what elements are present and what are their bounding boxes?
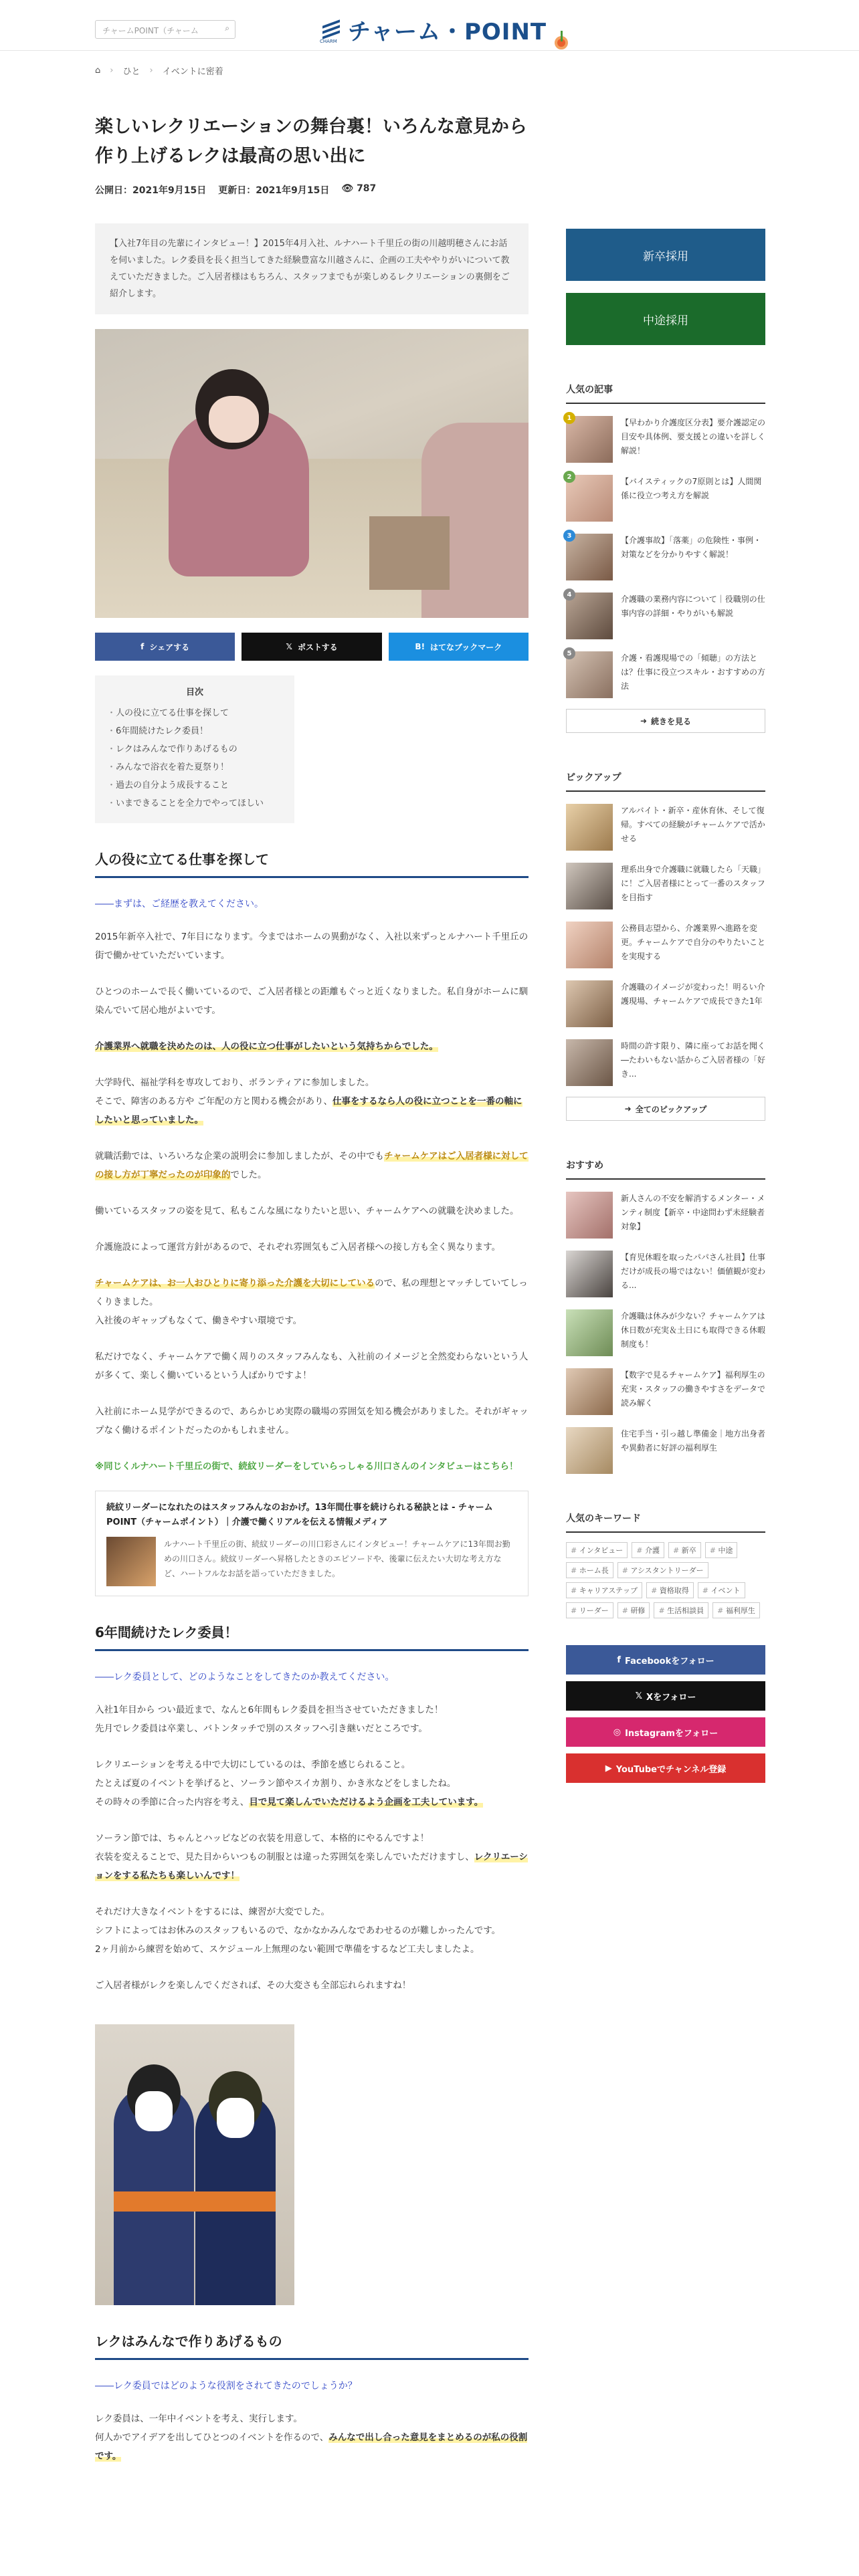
table-of-contents [95, 675, 294, 823]
popular-title: 人気の記事 [566, 383, 765, 404]
related-link[interactable]: ※同じくルナハート千里丘の街で、続紋リーダーをしていらっしゃる川口さんのインタビューはこちら！ [95, 1461, 518, 1472]
pickup-item-title[interactable]: 介護職のイメージが変わった！明るい介護現場、チャームケアで成長できた1年 [621, 982, 765, 1006]
facebook-share-button[interactable] [95, 633, 235, 661]
pickup-thumbnail[interactable] [566, 863, 613, 909]
popular-item[interactable] [566, 475, 765, 522]
recommend-item[interactable] [566, 1309, 765, 1356]
eye-icon: 👁 [341, 183, 357, 194]
instagram-icon: ◎ [613, 1727, 622, 1737]
breadcrumb-item[interactable]: イベントに密着 [162, 67, 223, 77]
paragraph-line: 大学時代、福祉学科を専攻しており、ボランティアに参加しました。 [95, 1077, 375, 1088]
paragraph: 入社前にホーム見学ができるので、あらかじめ実際の職場の雰囲気を知る機会がありました。それがギャップなく働けるポイントだったのかもしれません。 [95, 1406, 529, 1436]
popular-item-title[interactable]: 【介護事故】「落薬」の危険性・事例・対策などを分かりやすく解説！ [621, 536, 762, 559]
pickup-item-title[interactable]: アルバイト・新卒・産休育休、そして復帰。すべての経験がチャームケアで活かせる [621, 806, 765, 843]
pickup-item[interactable] [566, 980, 765, 1027]
recommend-item-title[interactable]: 【数字で見るチャームケア】福利厚生の充実・スタッフの働きやすさをデータで読み解く [621, 1370, 766, 1408]
interview-question: ――レク委員ではどのような役割をされてきたのでしょうか？ [95, 2381, 357, 2391]
pickup-item-title[interactable]: 公務員志望から、介護業界へ進路を変更。チャームケアで自分のやりたいことを実現する [621, 924, 766, 961]
highlight: レクリエーションをする私たちも楽しいんです！ [95, 1852, 528, 1881]
popular-item-title[interactable]: 介護・看護現場での「傾聴」の方法とは？仕事に役立つスキル・おすすめの方法 [621, 653, 766, 691]
paragraph: 私だけでなく、チャームケアで働く周りのスタッフみんなも、入社前のイメージと全然変わらないという人が多くて、楽しく働いているという人ばかりですよ！ [95, 1352, 529, 1381]
search-icon[interactable]: ⌕ [225, 23, 229, 33]
popular-item[interactable] [566, 651, 765, 698]
keyword-tag[interactable]: # 福利厚生 [712, 1602, 760, 1618]
popular-more-button[interactable] [566, 709, 765, 733]
toc-item[interactable]: ・ レクはみんなで作りあげるもの [107, 740, 282, 758]
facebook-icon: f [617, 1654, 622, 1665]
facebook-share-label: シェアする [149, 642, 190, 652]
sns-follow-buttons [566, 1645, 765, 1783]
site-logo[interactable] [320, 13, 571, 46]
recommend-item-title[interactable]: 住宅手当・引っ越し準備金｜地方出身者や異動者に好評の福利厚生 [621, 1429, 766, 1453]
popular-item[interactable] [566, 534, 765, 580]
keyword-tag[interactable]: # ホーム長 [566, 1562, 613, 1578]
paragraph: 介護施設によって運営方針があるので、それぞれ雰囲気もご入居者様への接し方も全く異なります。 [95, 1242, 501, 1253]
article-intro: 【入社7年目の先輩にインタビュー！】2015年4月入社、ルナハート千里丘の街の川越明穂さんにお話を伺いました。レク委員を長く担当してきた経験豊富な川越さんに、企画の工夫ややりがいについて教えていただきました。ご入居者様はもちろん、スタッフまでもが楽しめるレクリエーションの裏側をご紹介します。 [95, 223, 529, 314]
highlight: 目で見て楽しんでいただけるよう企画を工夫しています。 [249, 1797, 484, 1808]
rank-badge: 2 [563, 471, 575, 483]
paragraph-line: 入社後のギャップもなくて、働きやすい環境です。 [95, 1315, 302, 1326]
paragraph: ひとつのホームで長く働いているので、ご入居者様との距離もぐっと近くなりました。私自身がホームに馴染んでいて居心地がよいです。 [95, 986, 529, 1016]
pickup-thumbnail[interactable] [566, 804, 613, 851]
paragraph [95, 1829, 529, 1885]
published-date: 公開日：2021年9月15日 [95, 185, 207, 196]
logo-mark-icon [320, 19, 343, 44]
toc-item[interactable]: ・ いまできることを全力でやってほしい [107, 794, 282, 813]
paragraph-line: 衣装を変えることで、見た目からいつもの制服とは違った雰囲気を楽しんでいただけますし、 [95, 1852, 474, 1862]
youtube-icon: ▶ [605, 1763, 612, 1774]
hero-photo [95, 329, 529, 618]
pickup-thumbnail[interactable] [566, 922, 613, 968]
logo-sub: CHARM [320, 38, 337, 44]
search-placeholder: チャームPOINT（チャーム [102, 26, 199, 35]
paragraph [95, 1755, 529, 1812]
keyword-tag[interactable]: # 生活相談員 [654, 1602, 708, 1618]
paragraph-line: その時々の季節に合った内容を考え、 [95, 1797, 250, 1808]
interview-question: ――まずは、ご経歴を教えてください。 [95, 899, 264, 909]
paragraph: ご入居者様がレクを楽しんでくだされば、その大変さも全部忘れられますね！ [95, 1980, 411, 1991]
toc-item[interactable]: ・ 6年間続けたレク委員！ [107, 722, 282, 740]
recommend-title: おすすめ [566, 1158, 765, 1180]
recommend-thumbnail[interactable] [566, 1427, 613, 1474]
section-heading: 6年間続けたレク委員！ [95, 1622, 529, 1651]
paragraph [95, 1147, 529, 1184]
hatena-bookmark-button[interactable] [389, 633, 529, 661]
logo-text: チャーム・POINT [348, 19, 547, 45]
highlight: みんなで出し合った意見をまとめるのが私の役割です。 [95, 2432, 528, 2462]
rank-badge: 3 [563, 530, 575, 542]
link-card-title[interactable]: 続紋リーダーになれたのはスタッフみんなのおかげ。13年間仕事を続けられる秘訣とは - チャームPOINT（チャームポイント）｜介護で働くリアルを伝える情報メディア [106, 1503, 493, 1527]
popular-item-title[interactable]: 介護職の業務内容について｜役職別の仕事内容の詳細・やりがいも解説 [621, 595, 765, 618]
paragraph-line: ソーラン節では、ちゃんとハッピなどの衣装を用意して、本格的にやるんですよ！ [95, 1833, 430, 1844]
arrow-circle-icon: ➜ [624, 1104, 632, 1113]
search-input[interactable] [95, 20, 235, 39]
paragraph [95, 1037, 529, 1056]
paragraph-line: それだけ大きなイベントをするには、練習が大変でした。 [95, 1907, 330, 1917]
hatena-icon: B! [415, 642, 425, 651]
recommend-item[interactable] [566, 1251, 765, 1297]
keyword-tag[interactable]: # 新卒 [668, 1542, 701, 1558]
popular-thumbnail[interactable] [566, 416, 613, 463]
section-heading: レクはみんなで作りあげるもの [95, 2331, 529, 2360]
toc-item[interactable]: ・ 人の役に立てる仕事を探して [107, 704, 282, 722]
highlight: 仕事をするなら人の役に立つことを一番の軸にしたいと思っていました。 [95, 1096, 522, 1125]
paragraph-line: 就職活動では、いろいろな企業の説明会に参加しましたが、その中でも [95, 1151, 384, 1162]
x-share-button[interactable] [242, 633, 381, 661]
breadcrumb [95, 64, 223, 77]
x-share-label: ポストする [298, 642, 338, 652]
share-buttons [95, 633, 529, 661]
keyword-tag[interactable]: # キャリアステップ [566, 1582, 642, 1598]
keyword-tag[interactable]: # 研修 [617, 1602, 650, 1618]
recommend-thumbnail[interactable] [566, 1368, 613, 1415]
keyword-tag[interactable]: # 介護 [632, 1542, 664, 1558]
toc-title: 目次 [185, 687, 203, 697]
keyword-tag[interactable]: # イベント [698, 1582, 745, 1598]
pickup-item-title[interactable]: 理系出身で介護職に就職したら「天職」に！ご入居者様にとって一番のスタッフを目指す [621, 865, 766, 902]
event-photo [95, 2024, 294, 2305]
breadcrumb-separator-icon: › [110, 66, 114, 76]
highlight: 介護業界へ就職を決めたのは、人の役に立つ仕事がしたいという気持ちからでした。 [95, 1041, 438, 1052]
x-icon: 𝕏 [635, 1691, 643, 1701]
youtube-subscribe-label: YouTubeでチャンネル登録 [615, 1764, 727, 1775]
pickup-thumbnail[interactable] [566, 1039, 613, 1086]
recommend-thumbnail[interactable] [566, 1192, 613, 1239]
youtube-subscribe-button[interactable] [566, 1753, 765, 1783]
popular-item[interactable] [566, 416, 765, 463]
paragraph [95, 1701, 529, 1738]
keyword-tag[interactable]: # 資格取得 [646, 1582, 694, 1598]
keyword-tag[interactable]: # インタビュー [566, 1542, 628, 1558]
popular-item-title[interactable]: 【早わかり介護度区分表】要介護認定の目安や具体例、要支援との違いを詳しく解説！ [621, 418, 766, 455]
paragraph-line: レクリエーションを考える中で大切にしているのは、季節を感じられること。 [95, 1759, 411, 1770]
pickup-title: ピックアップ [566, 770, 765, 792]
pickup-item[interactable] [566, 1039, 765, 1086]
x-icon: 𝕏 [286, 642, 292, 651]
popular-item-title[interactable]: 【バイスティックの7原則とは】人間関係に役立つ考え方を解説 [621, 477, 762, 500]
recommend-thumbnail[interactable] [566, 1309, 613, 1356]
toc-item[interactable]: ・ 過去の自分よう成長すること [107, 776, 282, 794]
paragraph [95, 1073, 529, 1130]
keyword-tag[interactable]: # 中途 [705, 1542, 738, 1558]
rank-badge: 4 [563, 588, 575, 601]
paragraph [95, 1903, 529, 1959]
site-header [0, 0, 859, 51]
keyword-tag[interactable]: # アシスタントリーダー [617, 1562, 708, 1578]
paragraph-line: 2ヶ月前から練習を始めて、スケジュール上無理のない範囲で準備をするなど工夫しましたよ。 [95, 1944, 480, 1955]
link-card-thumbnail[interactable] [106, 1537, 156, 1586]
x-follow-label: Xをフォロー [646, 1692, 696, 1703]
paragraph [95, 2409, 529, 2466]
highlight: チャームケアは、お一人おひとりに寄り添った介護を大切にしている [95, 1278, 375, 1289]
keyword-tag[interactable]: # リーダー [566, 1602, 613, 1618]
paragraph: 2015年新卒入社で、7年目になります。今まではホームの異動がなく、入社以来ずっとルナハート千里丘の街で働かせていただいています。 [95, 932, 529, 961]
hatena-label: はてなブックマーク [430, 642, 502, 652]
facebook-follow-button[interactable] [566, 1645, 765, 1675]
recommend-item[interactable] [566, 1427, 765, 1474]
pickup-item-title[interactable]: 時間の許す限り、隣に座ってお話を聞く―たわいもない話からご入居者様の「好き... [621, 1041, 766, 1079]
pickup-item[interactable] [566, 863, 765, 909]
recommend-item-title[interactable]: 新人さんの不安を解消するメンター・メンティ制度【新卒・中途問わず未経験者対象】 [621, 1194, 765, 1231]
paragraph-line: 何人かでアイデアを出してひとつのイベントを作るので、 [95, 2432, 329, 2443]
pickup-more-label: 全てのピックアップ [635, 1104, 707, 1114]
recommend-item-title[interactable]: 【育児休暇を取ったパパさん社員】仕事だけが成長の場ではない！価値観が変わる... [621, 1253, 766, 1290]
recommend-item-title[interactable]: 介護職は休みが少ない？チャームケアは休日数が充実＆土日にも取得できる休暇制度も！ [621, 1311, 766, 1349]
highlight: チャームケアはご入居者様に対して の接し方が丁寧だったのが印象的 [95, 1151, 529, 1180]
instagram-follow-button[interactable] [566, 1717, 765, 1747]
popular-thumbnail[interactable] [566, 651, 613, 698]
facebook-follow-label: Facebookをフォロー [625, 1656, 714, 1667]
instagram-follow-label: Instagramをフォロー [625, 1728, 719, 1739]
breadcrumb-item[interactable]: ひと [122, 67, 140, 77]
section-heading: 人の役に立てる仕事を探して [95, 849, 529, 878]
recommend-item[interactable] [566, 1192, 765, 1239]
home-icon[interactable]: ⌂ [95, 66, 101, 76]
pickup-item[interactable] [566, 922, 765, 968]
popular-thumbnail[interactable] [566, 475, 613, 522]
paragraph-line: でした。 [230, 1170, 267, 1180]
view-count-value: 787 [357, 183, 377, 194]
pickup-item[interactable] [566, 804, 765, 851]
article-meta [95, 183, 529, 197]
paragraph-line: そこで、障害のある方や ご年配の方と関わる機会があり、 [95, 1096, 333, 1107]
rank-badge: 5 [563, 647, 575, 659]
paragraph-line: レク委員は、一年中イベントを考え、実行します。 [95, 2413, 302, 2424]
flower-icon [552, 19, 571, 41]
paragraph-line: 入社1年目から つい最近まで、なんと6年間もレク委員を担当させていただきました！ [95, 1705, 444, 1715]
link-card-description: ルナハート千里丘の街、続紋リーダーの川口彩さんにインタビュー！チャームケアに13年間お勤めの川口さん。続紋リーダーへ昇格したときのエピソードや、後輩に伝えたい大切な考え方など、ハートフルなお話を語っていただきました。 [164, 1539, 510, 1578]
paragraph-line: シフトによってはお休みのスタッフもいるので、なかなかみんなであわせるのが難しかったんです。 [95, 1925, 501, 1936]
facebook-icon: f [140, 642, 145, 651]
link-card[interactable] [95, 1491, 529, 1596]
breadcrumb-separator-icon: › [149, 66, 153, 76]
mid-career-recruit-button[interactable]: 中途採用 [566, 293, 765, 345]
recommend-thumbnail[interactable] [566, 1251, 613, 1297]
pickup-thumbnail[interactable] [566, 980, 613, 1027]
updated-date: 更新日：2021年9月15日 [218, 185, 330, 196]
new-graduate-recruit-button[interactable]: 新卒採用 [566, 229, 765, 281]
interview-question: ――レク委員として、どのようなことをしてきたのか教えてください。 [95, 1672, 395, 1683]
paragraph-line: たとえば夏のイベントを挙げると、ソーラン節やスイカ割り、かき氷などをしましたね。 [95, 1778, 456, 1789]
rank-badge: 1 [563, 412, 575, 424]
toc-item[interactable]: ・ みんなで浴衣を着た夏祭り！ [107, 758, 282, 776]
article [95, 112, 529, 2466]
recommend-item[interactable] [566, 1368, 765, 1415]
view-count [341, 183, 376, 197]
keyword-title: 人気のキーワード [566, 1511, 765, 1533]
sidebar [566, 229, 765, 1783]
popular-more-label: 続きを見る [651, 716, 692, 726]
popular-thumbnail[interactable] [566, 534, 613, 580]
pickup-more-button[interactable] [566, 1097, 765, 1121]
popular-item[interactable] [566, 593, 765, 639]
paragraph-line: ので、私の理想とマッチしていてしっくりきました。 [95, 1278, 528, 1307]
arrow-circle-icon: ➜ [640, 716, 648, 726]
popular-thumbnail[interactable] [566, 593, 613, 639]
x-follow-button[interactable] [566, 1681, 765, 1711]
page-title: 楽しいレクリエーションの舞台裏！いろんな意見から作り上げるレクは最高の思い出に [95, 116, 527, 167]
paragraph: 働いているスタッフの姿を見て、私もこんな風になりたいと思い、チャームケアへの就職を決めました。 [95, 1206, 519, 1216]
keyword-tags [566, 1542, 765, 1618]
paragraph [95, 1274, 529, 1330]
paragraph-line: 先月でレク委員は卒業し、バトンタッチで別のスタッフへ引き継いだところです。 [95, 1723, 427, 1734]
